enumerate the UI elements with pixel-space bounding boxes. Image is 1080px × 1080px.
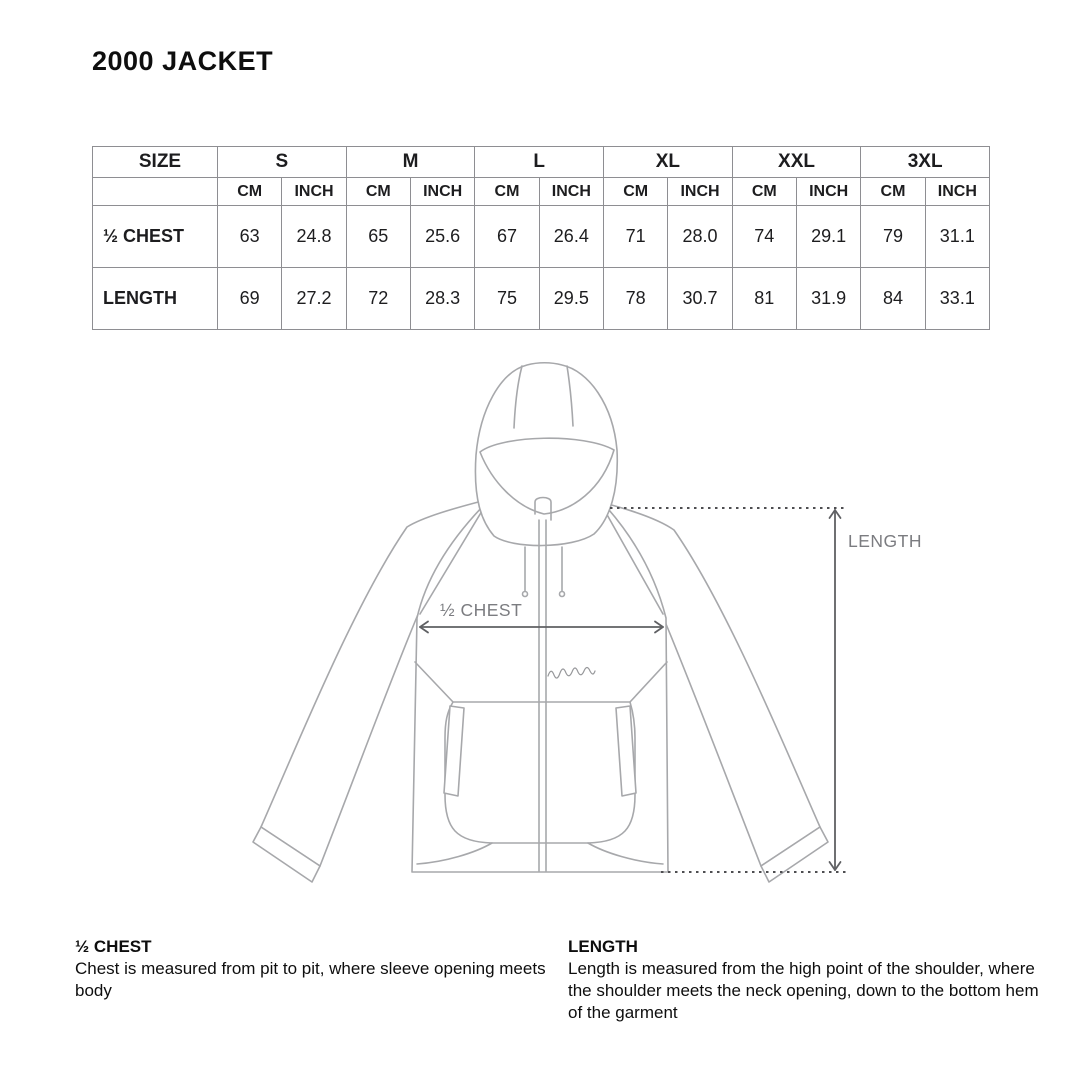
value-cell: 26.4 <box>539 206 603 268</box>
size-col-header: XL <box>604 147 733 178</box>
value-cell: 81 <box>732 268 796 330</box>
chest-note-heading: ½ CHEST <box>75 937 152 956</box>
right-drawstring-tip <box>560 592 565 597</box>
length-note-body: Length is measured from the high point of the shoulder, where the shoulder meets the neck opening, down to the bottom hem of the garment <box>568 959 1039 1022</box>
value-cell: 74 <box>732 206 796 268</box>
value-cell: 72 <box>346 268 410 330</box>
chest-note <box>75 936 547 1002</box>
size-col-header: 3XL <box>861 147 990 178</box>
value-cell: 75 <box>475 268 539 330</box>
value-cell: 33.1 <box>925 268 989 330</box>
value-cell: 84 <box>861 268 925 330</box>
unit-header: CM <box>861 178 925 206</box>
value-cell: 31.1 <box>925 206 989 268</box>
jacket-diagram <box>240 350 940 900</box>
unit-header-row <box>93 178 990 206</box>
row-label: LENGTH <box>93 268 218 330</box>
length-measure-label: LENGTH <box>848 531 922 551</box>
value-cell: 25.6 <box>410 206 474 268</box>
value-cell: 69 <box>218 268 282 330</box>
size-table <box>92 146 990 330</box>
table-row <box>93 206 990 268</box>
value-cell: 29.1 <box>796 206 860 268</box>
left-drawstring-tip <box>523 592 528 597</box>
unit-header: INCH <box>539 178 603 206</box>
unit-header: INCH <box>796 178 860 206</box>
unit-header: CM <box>732 178 796 206</box>
size-col-header: M <box>346 147 475 178</box>
value-cell: 31.9 <box>796 268 860 330</box>
value-cell: 28.3 <box>410 268 474 330</box>
size-col-header: XXL <box>732 147 861 178</box>
length-note-heading: LENGTH <box>568 937 638 956</box>
value-cell: 67 <box>475 206 539 268</box>
value-cell: 63 <box>218 206 282 268</box>
size-header-row <box>93 147 990 178</box>
size-corner-label: SIZE <box>93 147 218 178</box>
value-cell: 28.0 <box>668 206 732 268</box>
value-cell: 71 <box>604 206 668 268</box>
unit-header: CM <box>346 178 410 206</box>
size-col-header: L <box>475 147 604 178</box>
row-label: ½ CHEST <box>93 206 218 268</box>
unit-header: INCH <box>282 178 346 206</box>
value-cell: 30.7 <box>668 268 732 330</box>
value-cell: 78 <box>604 268 668 330</box>
value-cell: 65 <box>346 206 410 268</box>
unit-header: INCH <box>668 178 732 206</box>
size-col-header: S <box>218 147 347 178</box>
unit-header: INCH <box>925 178 989 206</box>
chest-note-body: Chest is measured from pit to pit, where sleeve opening meets body <box>75 959 546 1000</box>
page-title: 2000 JACKET <box>92 46 274 76</box>
value-cell: 27.2 <box>282 268 346 330</box>
unit-header: CM <box>218 178 282 206</box>
value-cell: 24.8 <box>282 206 346 268</box>
length-note <box>568 936 1040 1024</box>
unit-header: CM <box>475 178 539 206</box>
table-row <box>93 268 990 330</box>
unit-row-blank-cell <box>93 178 218 206</box>
value-cell: 79 <box>861 206 925 268</box>
value-cell: 29.5 <box>539 268 603 330</box>
chest-measure-label: ½ CHEST <box>440 600 523 620</box>
pocket-panel <box>445 702 635 843</box>
unit-header: INCH <box>410 178 474 206</box>
unit-header: CM <box>604 178 668 206</box>
